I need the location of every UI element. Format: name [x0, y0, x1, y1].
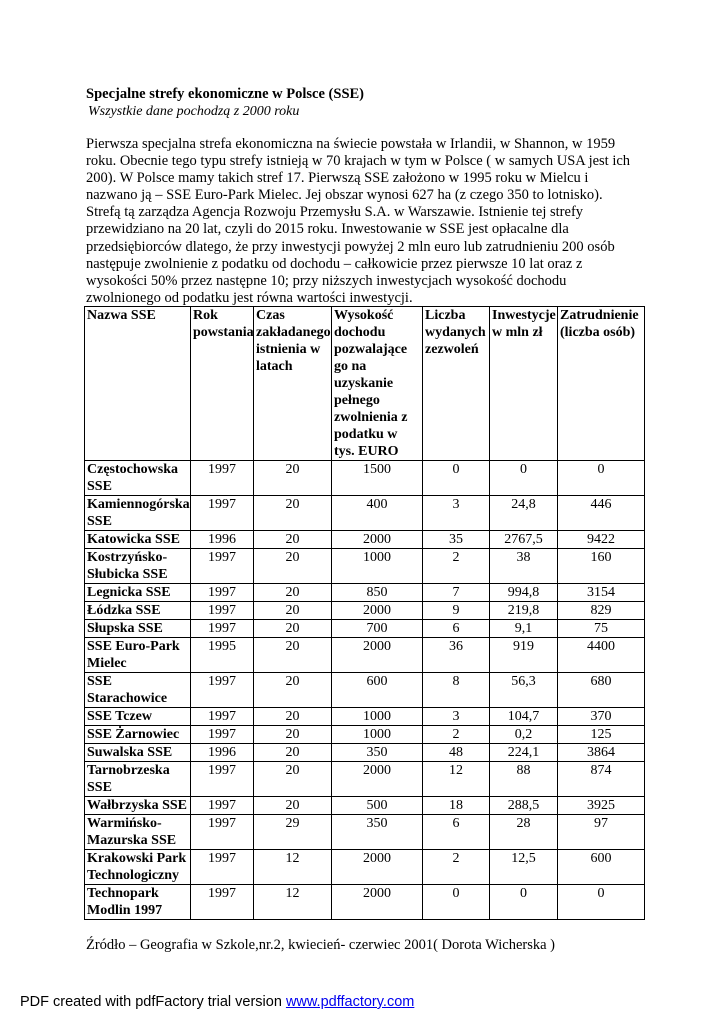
table-cell: 48 [423, 744, 490, 762]
table-row [85, 531, 645, 549]
paragraph-line: nazwano ją – SSE Euro-Park Mielec. Jej obszar wynosi 627 ha (z czego 350 to lotnisko). [86, 187, 603, 204]
table-cell: 20 [254, 602, 332, 620]
table-cell: 35 [423, 531, 490, 549]
table-cell: 600 [332, 673, 423, 708]
zone-name-cell: Krakowski Park Technologiczny [85, 850, 191, 885]
table-cell: 9422 [558, 531, 645, 549]
table-row [85, 885, 645, 920]
pdffactory-link[interactable]: www.pdffactory.com [285, 994, 415, 1010]
paragraph-line: przedsiębiorców dlatego, że przy inwestycji powyżej 2 mln euro lub zatrudnieniu 200 osób [86, 238, 615, 255]
table-row [85, 708, 645, 726]
table-cell: 1997 [191, 815, 254, 850]
table-cell: 1997 [191, 708, 254, 726]
table-cell: 0 [558, 885, 645, 920]
table-cell: 350 [332, 815, 423, 850]
table-cell: 446 [558, 496, 645, 531]
table-cell: 500 [332, 797, 423, 815]
table-cell: 350 [332, 744, 423, 762]
paragraph-line: przewidziano na 20 lat, czyli do 2015 roku. Inwestowanie w SSE jest opłacalne dla [86, 221, 569, 238]
table-cell: 1996 [191, 531, 254, 549]
table-cell: 1997 [191, 602, 254, 620]
table-cell: 20 [254, 744, 332, 762]
zone-name-cell: Częstochowska SSE [85, 461, 191, 496]
table-cell: 20 [254, 638, 332, 673]
table-cell: 6 [423, 620, 490, 638]
column-header: Wysokość dochodu pozwalające go na uzyskanie pełnego zwolnienia z podatku w tys. EURO [332, 307, 423, 461]
zone-name-cell: Warmińsko-Mazurska SSE [85, 815, 191, 850]
table-cell: 2000 [332, 885, 423, 920]
table-row [85, 726, 645, 744]
table-cell: 1997 [191, 885, 254, 920]
table-cell: 829 [558, 602, 645, 620]
table-cell: 75 [558, 620, 645, 638]
table-cell: 1000 [332, 708, 423, 726]
table-cell: 104,7 [490, 708, 558, 726]
table-cell: 219,8 [490, 602, 558, 620]
table-cell: 20 [254, 673, 332, 708]
table-cell: 160 [558, 549, 645, 584]
table-cell: 20 [254, 708, 332, 726]
table-cell: 1500 [332, 461, 423, 496]
paragraph-line: Strefą tą zarządza Agencja Rozwoju Przemysłu S.A. w Warszawie. Istnienie tej strefy [86, 204, 584, 221]
table-cell: 12,5 [490, 850, 558, 885]
table-cell: 0 [490, 885, 558, 920]
zone-name-cell: Technopark Modlin 1997 [85, 885, 191, 920]
table-row [85, 850, 645, 885]
table-cell: 20 [254, 797, 332, 815]
table-cell: 20 [254, 620, 332, 638]
table-cell: 20 [254, 762, 332, 797]
paragraph-line: następuje zwolnienie z podatku od dochodu – całkowicie przez pierwsze 10 lat oraz z [86, 255, 583, 272]
intro-paragraph [86, 136, 646, 307]
zone-name-cell: Legnicka SSE [85, 584, 191, 602]
table-row [85, 797, 645, 815]
sse-table [84, 306, 645, 920]
document-subtitle: Wszystkie dane pochodzą z 2000 roku [88, 104, 300, 119]
zone-name-cell: Słupska SSE [85, 620, 191, 638]
table-cell: 36 [423, 638, 490, 673]
table-cell: 1000 [332, 549, 423, 584]
column-header: Nazwa SSE [85, 307, 191, 461]
table-cell: 12 [254, 850, 332, 885]
table-cell: 7 [423, 584, 490, 602]
table-cell: 20 [254, 726, 332, 744]
paragraph-line: roku. Obecnie tego typu strefy istnieją w 70 krajach w tym w Polsce ( w samych USA jest ich [86, 153, 631, 170]
column-header: Czas zakładanego istnienia w latach [254, 307, 332, 461]
table-row [85, 584, 645, 602]
zone-name-cell: Tarnobrzeska SSE [85, 762, 191, 797]
table-row [85, 815, 645, 850]
table-cell: 2000 [332, 762, 423, 797]
table-row [85, 762, 645, 797]
table-cell: 1997 [191, 762, 254, 797]
zone-name-cell: Łódzka SSE [85, 602, 191, 620]
table-cell: 1997 [191, 620, 254, 638]
table-cell: 2000 [332, 850, 423, 885]
table-cell: 2000 [332, 602, 423, 620]
table-cell: 24,8 [490, 496, 558, 531]
table-cell: 680 [558, 673, 645, 708]
table-cell: 1997 [191, 726, 254, 744]
table-cell: 2000 [332, 531, 423, 549]
table-cell: 1000 [332, 726, 423, 744]
table-cell: 3 [423, 708, 490, 726]
table-cell: 994,8 [490, 584, 558, 602]
table-cell: 919 [490, 638, 558, 673]
table-cell: 400 [332, 496, 423, 531]
table-cell: 56,3 [490, 673, 558, 708]
table-cell: 3 [423, 496, 490, 531]
zone-name-cell: SSE Żarnowiec [85, 726, 191, 744]
table-cell: 12 [423, 762, 490, 797]
zone-name-cell: Suwalska SSE [85, 744, 191, 762]
table-cell: 3864 [558, 744, 645, 762]
table-cell: 20 [254, 531, 332, 549]
zone-name-cell: SSE Starachowice [85, 673, 191, 708]
paragraph-line: 200). W Polsce mamy takich stref 17. Pierwszą SSE założono w 1995 roku w Mielcu i [86, 170, 589, 187]
table-cell: 2000 [332, 638, 423, 673]
table-cell: 6 [423, 815, 490, 850]
table-cell: 700 [332, 620, 423, 638]
column-header: Liczba wydanych zezwoleń [423, 307, 490, 461]
table-body [85, 461, 645, 920]
table-cell: 1997 [191, 496, 254, 531]
table-row [85, 496, 645, 531]
table-row [85, 549, 645, 584]
table-cell: 850 [332, 584, 423, 602]
paragraph-line: zwolnionego od podatku jest równa wartości inwestycji. [86, 289, 413, 306]
table-cell: 20 [254, 549, 332, 584]
table-cell: 2767,5 [490, 531, 558, 549]
table-header-row [85, 307, 645, 461]
table-row [85, 461, 645, 496]
table-cell: 0 [423, 461, 490, 496]
table-cell: 38 [490, 549, 558, 584]
column-header: Zatrudnienie (liczba osób) [558, 307, 645, 461]
table-cell: 125 [558, 726, 645, 744]
table-cell: 1996 [191, 744, 254, 762]
table-cell: 12 [254, 885, 332, 920]
pdf-footer [20, 994, 414, 1010]
table-row [85, 673, 645, 708]
table-cell: 2 [423, 850, 490, 885]
table-cell: 1997 [191, 461, 254, 496]
table-cell: 3925 [558, 797, 645, 815]
table-cell: 4400 [558, 638, 645, 673]
table-cell: 1997 [191, 850, 254, 885]
table-cell: 370 [558, 708, 645, 726]
table-cell: 97 [558, 815, 645, 850]
zone-name-cell: Katowicka SSE [85, 531, 191, 549]
table-cell: 9,1 [490, 620, 558, 638]
table-cell: 28 [490, 815, 558, 850]
table-cell: 20 [254, 461, 332, 496]
zone-name-cell: Kostrzyńsko-Słubicka SSE [85, 549, 191, 584]
table-cell: 18 [423, 797, 490, 815]
table-cell: 1997 [191, 584, 254, 602]
paragraph-line: wysokości 50% przez następne 10; przy niższych inwestycjach wysokość dochodu [86, 272, 567, 289]
table-row [85, 744, 645, 762]
table-cell: 1997 [191, 797, 254, 815]
table-cell: 1995 [191, 638, 254, 673]
table-cell: 1997 [191, 673, 254, 708]
table-cell: 224,1 [490, 744, 558, 762]
table-cell: 20 [254, 584, 332, 602]
table-cell: 3154 [558, 584, 645, 602]
source-note: Źródło – Geografia w Szkole,nr.2, kwiecień- czerwiec 2001( Dorota Wicherska ) [86, 937, 556, 953]
table-cell: 8 [423, 673, 490, 708]
table-cell: 2 [423, 549, 490, 584]
footer-text: PDF created with pdfFactory trial version [20, 994, 286, 1010]
column-header: Inwestycje w mln zł [490, 307, 558, 461]
document-title: Specjalne strefy ekonomiczne w Polsce (SSE) [86, 86, 365, 102]
table-cell: 9 [423, 602, 490, 620]
paragraph-line: Pierwsza specjalna strefa ekonomiczna na świecie powstała w Irlandii, w Shannon, w 1959 [86, 136, 616, 152]
zone-name-cell: SSE Tczew [85, 708, 191, 726]
column-header: Rok powstania [191, 307, 254, 461]
table-cell: 0 [490, 461, 558, 496]
table-cell: 20 [254, 496, 332, 531]
table-cell: 600 [558, 850, 645, 885]
table-row [85, 602, 645, 620]
zone-name-cell: SSE Euro-Park Mielec [85, 638, 191, 673]
table-cell: 0,2 [490, 726, 558, 744]
table-cell: 0 [423, 885, 490, 920]
table-cell: 88 [490, 762, 558, 797]
table-cell: 288,5 [490, 797, 558, 815]
table-cell: 2 [423, 726, 490, 744]
table-row [85, 620, 645, 638]
table-row [85, 638, 645, 673]
zone-name-cell: Kamiennogórska SSE [85, 496, 191, 531]
zone-name-cell: Wałbrzyska SSE [85, 797, 191, 815]
table-cell: 874 [558, 762, 645, 797]
table-cell: 29 [254, 815, 332, 850]
table-cell: 1997 [191, 549, 254, 584]
table-cell: 0 [558, 461, 645, 496]
